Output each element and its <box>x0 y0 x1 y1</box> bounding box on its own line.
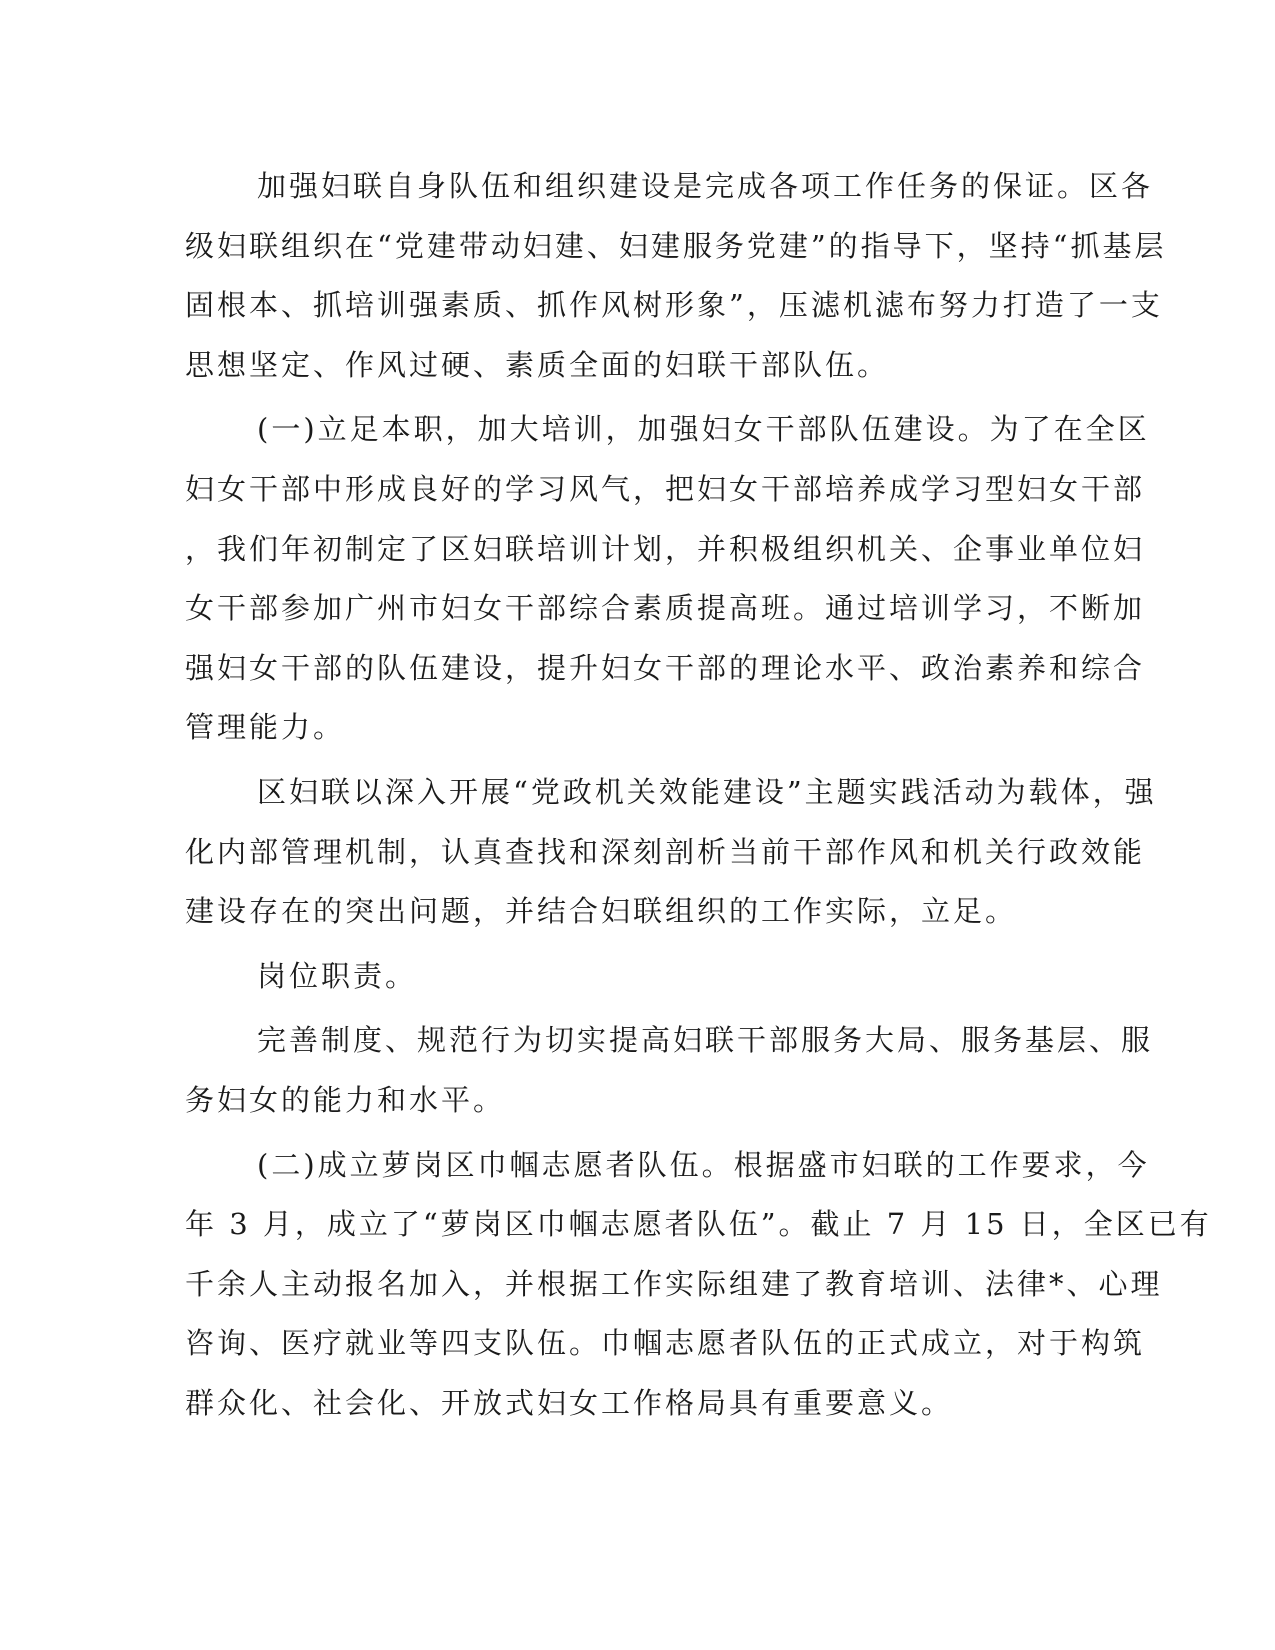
paragraph-6-line-4: 咨询、医疗就业等四支队伍。巾帼志愿者队伍的正式成立，对于构筑 <box>185 1326 1146 1361</box>
paragraph-6-line-1: (二)成立萝岗区巾帼志愿者队伍。根据盛市妇联的工作要求，今 <box>257 1147 1150 1182</box>
paragraph-3-line-1: 区妇联以深入开展“党政机关效能建设”主题实践活动为载体，强 <box>257 774 1157 809</box>
paragraph-5-line-2: 务妇女的能力和水平。 <box>185 1082 506 1117</box>
paragraph-1-line-1: 加强妇联自身队伍和组织建设是完成各项工作任务的保证。区各 <box>257 169 1154 203</box>
document-body <box>185 157 1212 1433</box>
paragraph-1-line-2: 级妇联组织在“党建带动妇建、妇建服务党建”的指导下，坚持“抓基层 <box>185 228 1167 263</box>
paragraph-3-line-3: 建设存在的突出问题，并结合妇联组织的工作实际，立足。 <box>185 894 1018 929</box>
paragraph-2-line-3: ，我们年初制定了区妇联培训计划，并积极组织机关、企事业单位妇 <box>185 531 1146 566</box>
paragraph-1-line-4: 思想坚定、作风过硬、素质全面的妇联干部队伍。 <box>185 347 890 382</box>
paragraph-3-line-2: 化内部管理机制，认真查找和深刻剖析当前干部作风和机关行政效能 <box>185 834 1146 869</box>
paragraph-4-line-1: 岗位职责。 <box>257 958 418 993</box>
paragraph-2-line-2: 妇女干部中形成良好的学习风气，把妇女干部培养成学习型妇女干部 <box>185 471 1146 506</box>
paragraph-2-line-5: 强妇女干部的队伍建设，提升妇女干部的理论水平、政治素养和综合 <box>185 650 1146 685</box>
paragraph-5-line-1: 完善制度、规范行为切实提高妇联干部服务大局、服务基层、服 <box>257 1023 1154 1058</box>
paragraph-6-line-5: 群众化、社会化、开放式妇女工作格局具有重要意义。 <box>185 1385 954 1420</box>
paragraph-6-line-2: 年 3 月，成立了“萝岗区巾帼志愿者队伍”。截止 7 月 15 日，全区已有 <box>185 1207 1212 1242</box>
paragraph-2-line-1: (一)立足本职，加大培训，加强妇女干部队伍建设。为了在全区 <box>257 412 1150 447</box>
paragraph-6-line-3: 千余人主动报名加入，并根据工作实际组建了教育培训、法律*、心理 <box>185 1266 1163 1301</box>
paragraph-2-line-4: 女干部参加广州市妇女干部综合素质提高班。通过培训学习，不断加 <box>185 591 1146 626</box>
paragraph-2-line-6: 管理能力。 <box>185 710 346 745</box>
paragraph-1-line-3: 固根本、抓培训强素质、抓作风树形象”，压滤机滤布努力打造了一支 <box>185 288 1163 323</box>
